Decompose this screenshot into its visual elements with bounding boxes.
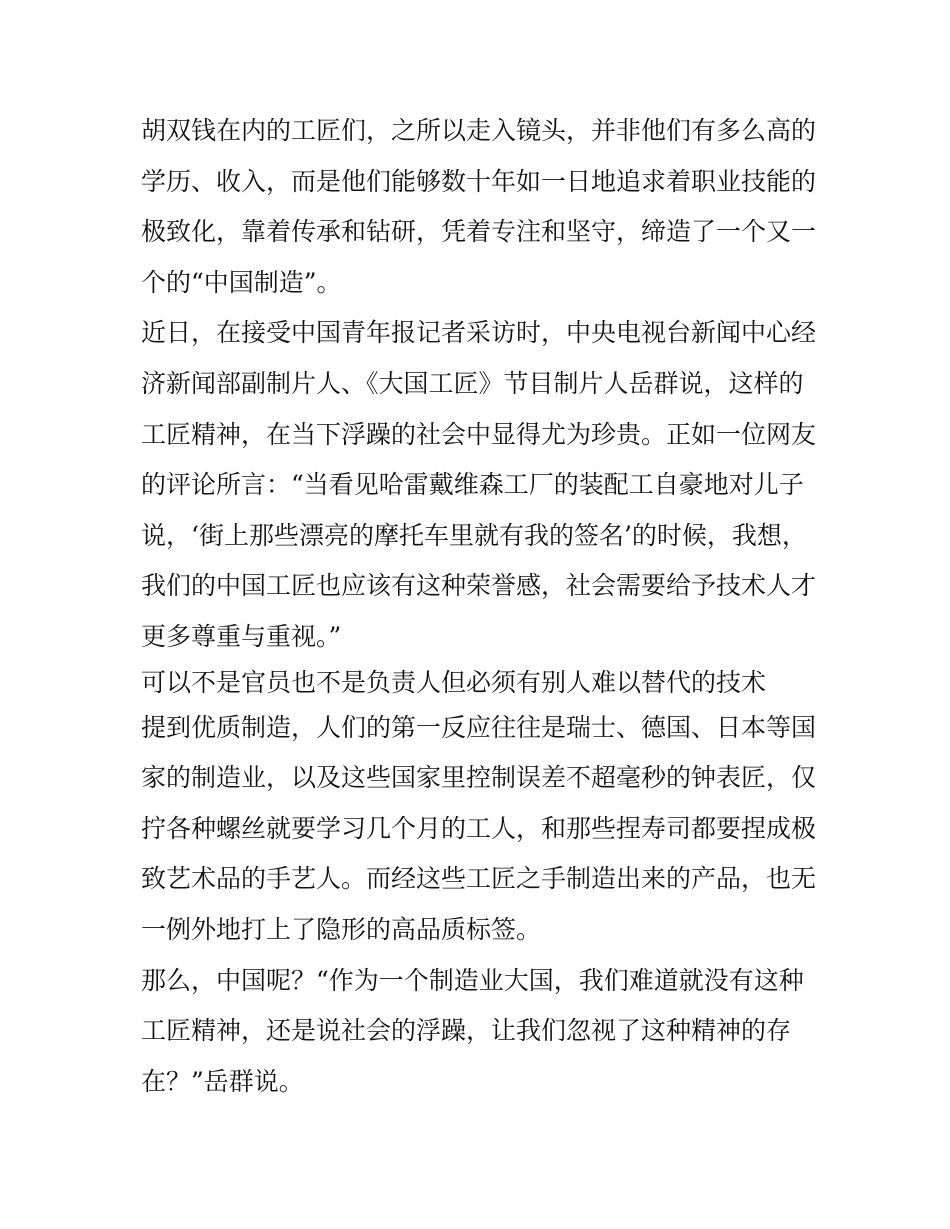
text-line: 提到优质制造，人们的第一反应往往是瑞士、德国、日本等国	[141, 712, 817, 742]
text-line: 极致化，靠着传承和钻研，凭着专注和坚守，缔造了一个又一	[141, 217, 817, 247]
text-line: 学历、收入，而是他们能够数十年如一日地追求着职业技能的	[141, 166, 817, 196]
document-body	[141, 106, 821, 1107]
text-line: 工匠精神，在当下浮躁的社会中显得尤为珍贵。正如一位网友	[141, 419, 817, 449]
text-line: 我们的中国工匠也应该有这种荣誉感，社会需要给予技术人才	[141, 571, 817, 601]
text-line: 近日，在接受中国青年报记者采访时，中央电视台新闻中心经	[141, 318, 817, 348]
text-line: 说，‘街上那些漂亮的摩托车里就有我的签名’的时候，我想，	[141, 520, 807, 550]
text-line: 的评论所言：“当看见哈雷戴维森工厂的装配工自豪地对儿子	[141, 470, 804, 500]
text-line: 胡双钱在内的工匠们，之所以走入镜头，并非他们有多么高的	[141, 116, 817, 145]
text-line: 工匠精神，还是说社会的浮躁，让我们忽视了这种精神的存	[141, 1016, 792, 1046]
text-line: 那么，中国呢？“作为一个制造业大国，我们难道就没有这种	[141, 965, 804, 995]
text-line: 致艺术品的手艺人。而经这些工匠之手制造出来的产品，也无	[141, 864, 817, 894]
text-line: 拧各种螺丝就要学习几个月的工人，和那些捏寿司都要捏成极	[141, 813, 817, 843]
section-heading: 可以不是官员也不是负责人但必须有别人难以替代的技术	[141, 667, 767, 697]
text-line: 更多尊重与重视。”	[141, 621, 342, 651]
text-line: 家的制造业，以及这些国家里控制误差不超毫秒的钟表匠，仅	[141, 763, 817, 793]
text-line: 在？”岳群说。	[141, 1066, 304, 1096]
text-line: 个的“中国制造”。	[141, 267, 342, 297]
text-line: 济新闻部副制片人、《大国工匠》节目制片人岳群说，这样的	[141, 368, 804, 398]
text-line: 一例外地打上了隐形的高品质标签。	[141, 914, 542, 944]
